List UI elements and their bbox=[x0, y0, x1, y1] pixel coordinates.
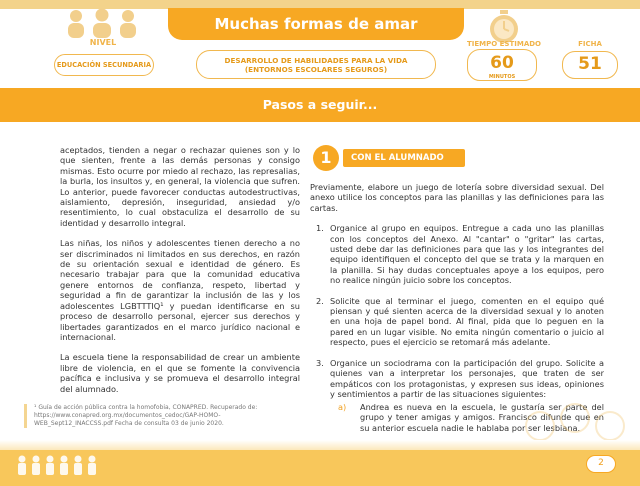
step-text: Solicite que al terminar el juego, comenten en el equipo qué piensan y qué sienten acerca de la diversidad sexual y lo anoten en una hoja de papel bond. Al final, pida que lo peguen en la pared en un lugar visible. No emita ningún comentario o juicio al respecto, pues el ejercicio se retomará más adelante. bbox=[330, 295, 604, 348]
header bbox=[0, 0, 640, 88]
paragraph: aceptados, tienden a negar o rechazar quienes son y lo que sienten, frente a las demás personas y consigo mismas. Esto ocurre por miedo al rechazo, las represalias, la burla, los insultos y, en general, la violencia que sufren. Lo anterior, puede favorecer conductas autodestructivas, aislamiento, depresión, inseguridad, ansiedad y/o resentimiento, lo cual obstaculiza el desarrollo de su identidad y desarrollo integral. bbox=[60, 145, 300, 228]
section-title: CON EL ALUMNADO bbox=[343, 149, 465, 167]
people-icon bbox=[62, 8, 142, 38]
intro-paragraph: Previamente, elabore un juego de lotería sobre diversidad sexual. Del anexo utilice los conceptos para las planillas y las definiciones para las cartas. bbox=[310, 182, 604, 213]
level-badge: EDUCACIÓN SECUNDARIA bbox=[54, 54, 154, 76]
sub-item-text: Andrea es nueva en la escuela, le gustaría ser parte del grupo y tener amigas y amigos. Francisco difunde que en su anterior escuela nadie le hablaba por ser lesbiana. bbox=[360, 402, 604, 433]
steps-banner: Pasos a seguir... bbox=[0, 88, 640, 122]
theme-line-2: (ENTORNOS ESCOLARES SEGUROS) bbox=[244, 65, 388, 74]
sub-item-letter: a) bbox=[338, 402, 347, 412]
step-number: 2. bbox=[316, 295, 324, 306]
step-number: 3. bbox=[316, 357, 324, 368]
footnote: ¹ Guía de acción pública contra la homofobia, CONAPRED. Recuperado de: https://www.conapred.org.mx/documentos_cedoc/GAP-HOMO-WEB_Sept12_INACCSS.pdf Fecha de consulta 03 de junio 2020. bbox=[24, 404, 298, 428]
step-item bbox=[310, 223, 604, 285]
theme-badge bbox=[196, 50, 436, 79]
nivel-label: NIVEL bbox=[89, 38, 117, 47]
section-heading bbox=[313, 145, 465, 171]
step-item bbox=[310, 296, 604, 348]
step-number: 1. bbox=[316, 223, 324, 234]
time-label: TIEMPO ESTIMADO bbox=[467, 40, 541, 48]
time-badge bbox=[467, 49, 537, 81]
emoji-faces-decoration bbox=[520, 396, 630, 446]
children-icon bbox=[14, 454, 102, 476]
step-text: Organice al grupo en equipos. Entregue a cada uno las planillas con los conceptos del Anexo. Al "cantar" o "gritar" las cartas, usted debe dar las definiciones para que las y los integrantes del equipo identifiquen el concepto del que se trata y la marquen en la planilla. Si hay dudas conceptuales apoye a los equipos, pero no realice ningún juicio sobre los conceptos. bbox=[330, 223, 604, 286]
paragraph: La escuela tiene la responsabilidad de crear un ambiente libre de violencia, en el que se fomente la convivencia pacífica e inclusiva y se promueva el desarrollo integral del alumnado. bbox=[60, 352, 300, 394]
page-number: 2 bbox=[586, 455, 616, 473]
left-column bbox=[60, 145, 300, 404]
theme-line-1: DESARROLLO DE HABILIDADES PARA LA VIDA bbox=[224, 56, 408, 65]
time-value: 60 bbox=[490, 53, 514, 73]
right-column bbox=[310, 182, 604, 409]
paragraph: Las niñas, los niños y adolescentes tienen derecho a no ser discriminados ni limitados en sus derechos, en razón de su orientación sexual e identidad de género. Es necesario trabajar para que la comunidad educativa genere entornos de confianza, respeto, libertad y seguridad a fin de garantizar la inclusión de las y los adolescentes LGBTTTIQ¹ y puedan identificarse en su proceso de desarrollo personal, ejercer sus derechos y libertades garantizados en el marco jurídico nacional e internacional. bbox=[60, 238, 300, 342]
ficha-label: FICHA bbox=[578, 40, 602, 48]
document-title: Muchas formas de amar bbox=[168, 8, 464, 40]
time-unit: MINUTOS bbox=[488, 74, 516, 80]
step-item bbox=[310, 358, 604, 400]
section-number: 1 bbox=[313, 145, 339, 171]
step-text: Organice un sociodrama con la participación del grupo. Solicite a quienes van a interpretar los personajes, que traten de ser empáticos con los protagonistas, y expresen sus ideas, opiniones y sentimientos a partir de las situaciones siguientes: bbox=[330, 357, 604, 399]
ficha-number: 51 bbox=[562, 51, 618, 79]
